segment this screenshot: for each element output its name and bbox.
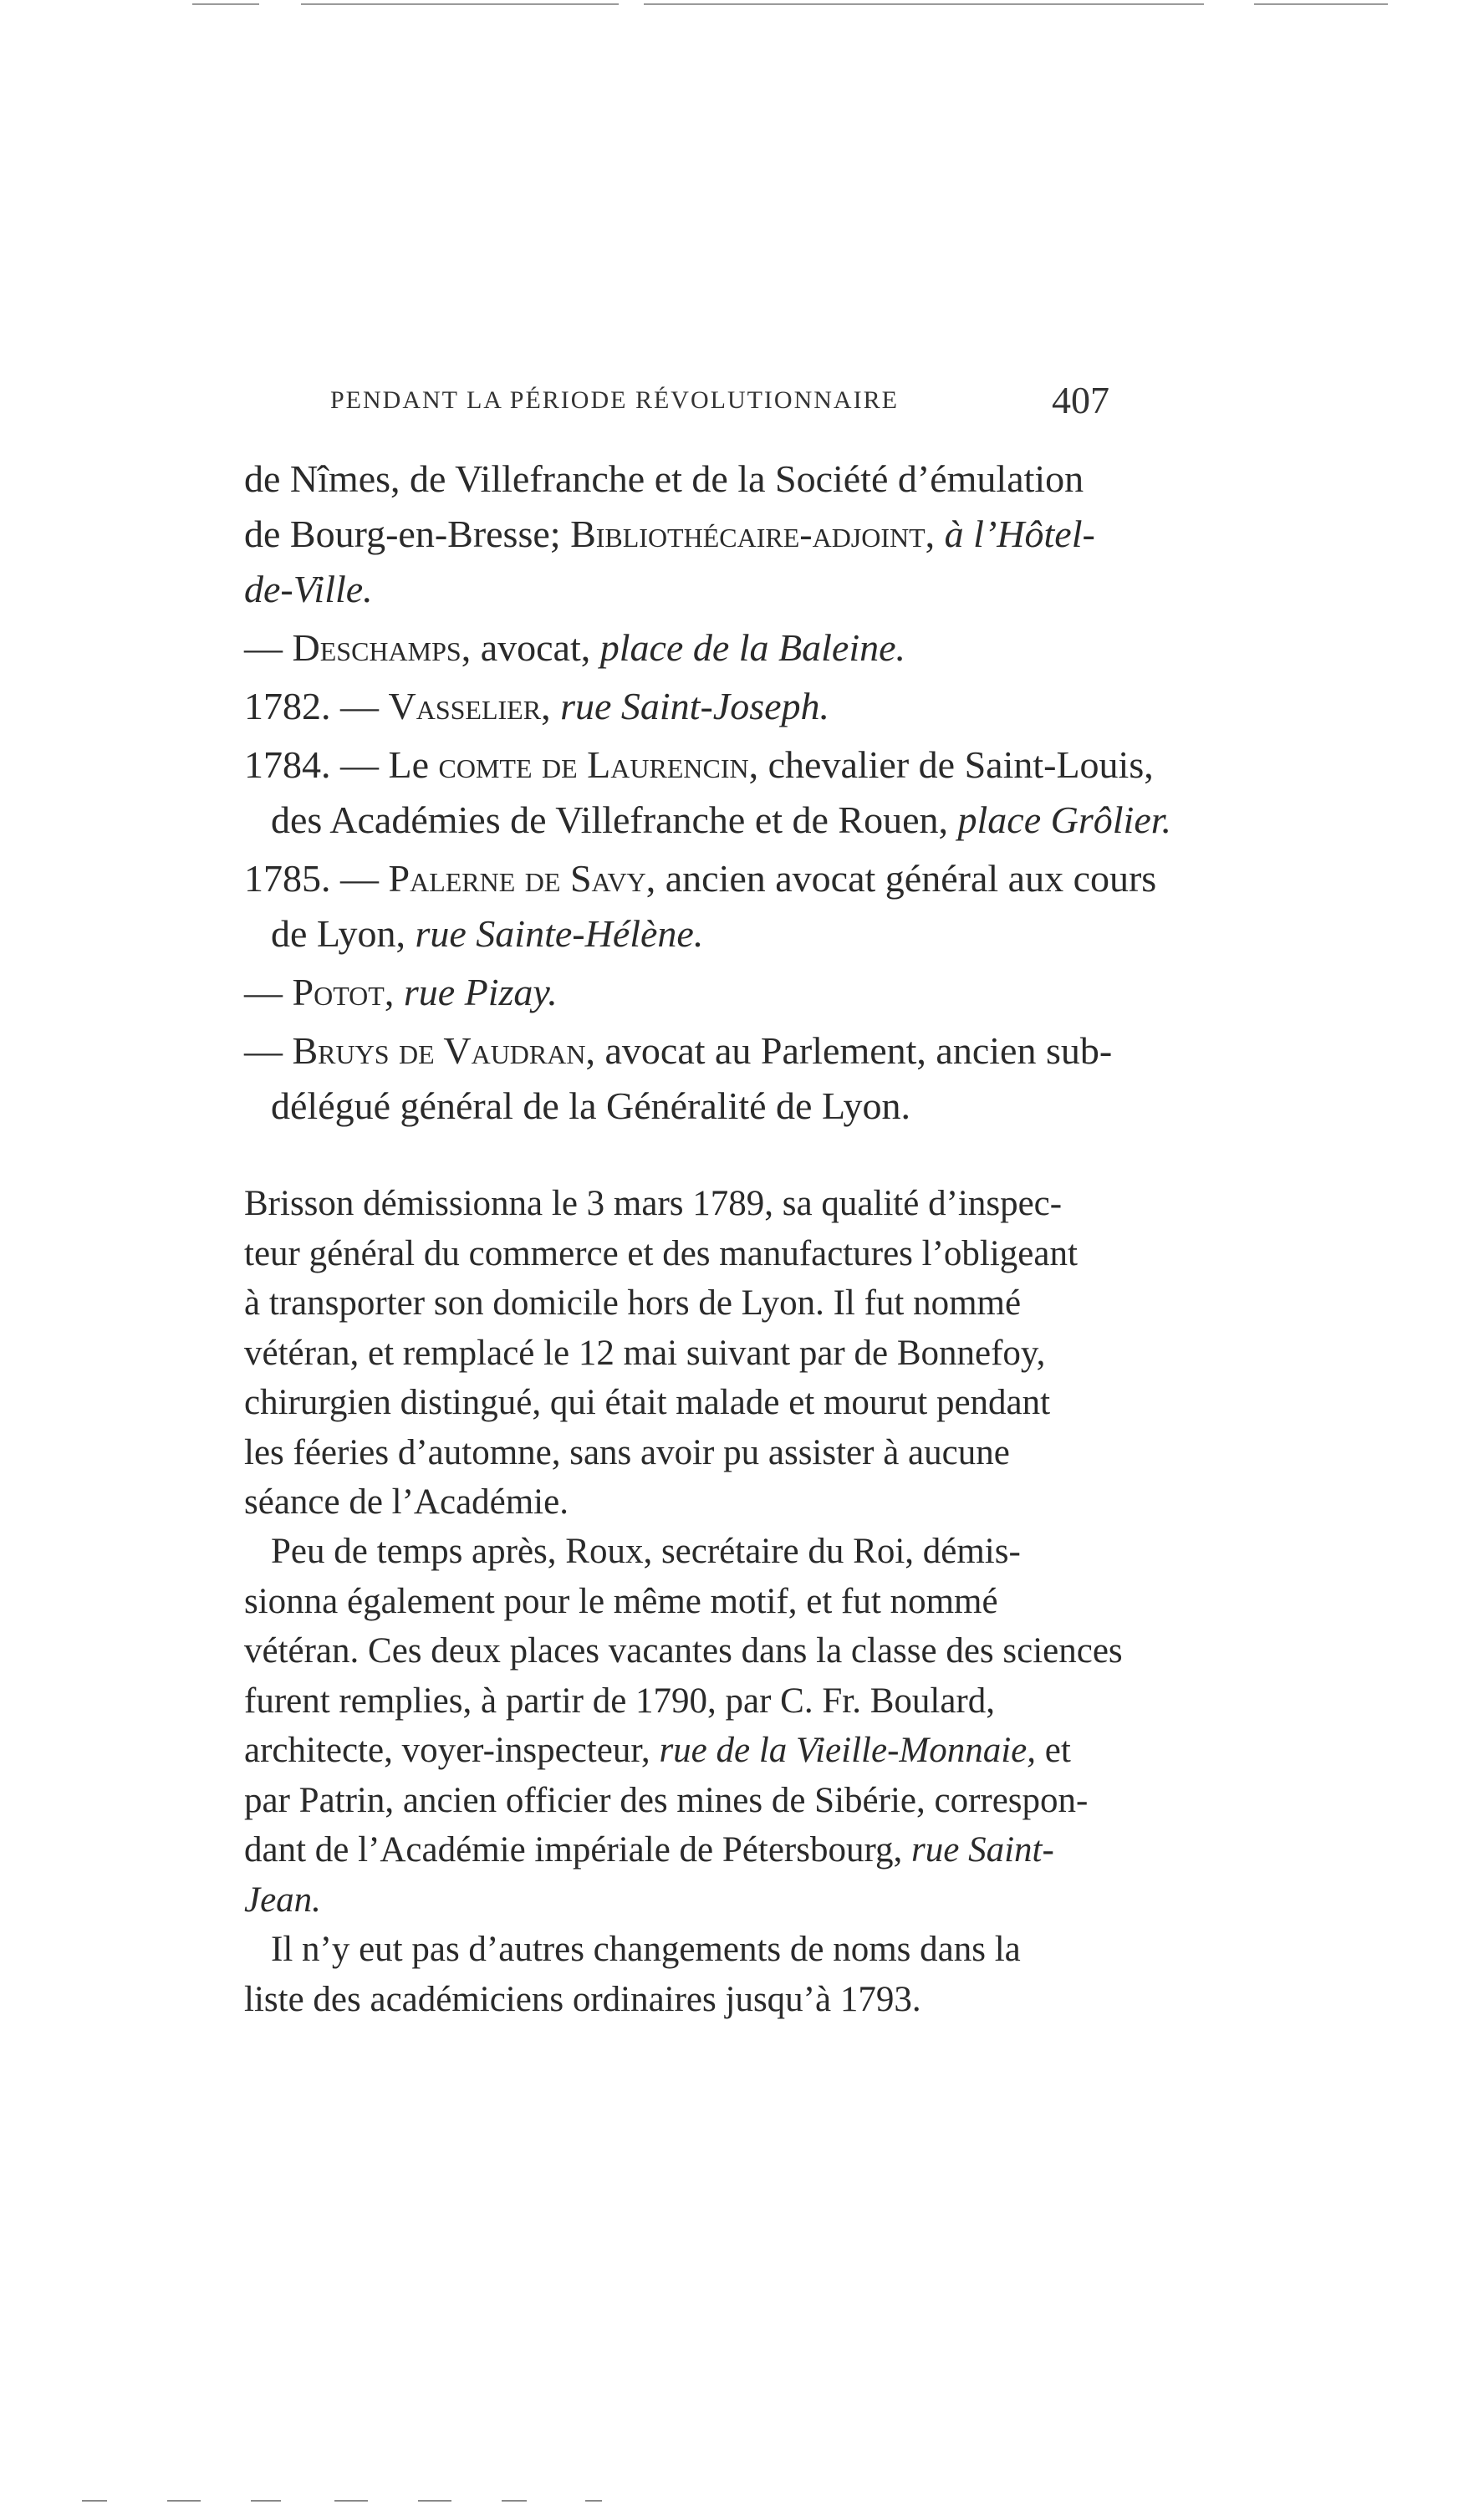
- running-head: PENDANT LA PÉRIODE RÉVOLUTIONNAIRE: [330, 386, 899, 414]
- entry-text: , avocat au Parlement, ancien sub-: [585, 1029, 1113, 1072]
- entry-text: de Lyon,: [271, 912, 416, 955]
- entry-line: [244, 562, 373, 617]
- para-line: teur général du commerce et des manufactures l’obligeant: [244, 1233, 1078, 1273]
- body-paragraph: [244, 1925, 1120, 2024]
- page-number: 407: [1052, 379, 1109, 421]
- entry-address: à l’Hôtel-: [944, 513, 1095, 555]
- para-line: vétéran. Ces deux places vacantes dans la classe des sciences: [244, 1631, 1123, 1671]
- scan-rule: [1254, 3, 1388, 5]
- entry-line: [244, 1023, 1112, 1079]
- entry-address: de-Ville.: [244, 568, 373, 610]
- scan-rule: [644, 3, 1204, 5]
- body-paragraph: [244, 1527, 1123, 1925]
- entry-text: ,: [925, 513, 945, 555]
- entry-text: ,: [541, 685, 561, 727]
- para-text: et: [1036, 1731, 1071, 1770]
- scan-rule: [192, 3, 259, 5]
- para-address: rue de la Vieille-Monnaie,: [659, 1731, 1036, 1770]
- para-line: vétéran, et remplacé le 12 mai suivant par de Bonnefoy,: [244, 1333, 1046, 1373]
- entry-year: 1782. —: [244, 685, 389, 727]
- entry-text: de Bourg-en-Bresse;: [244, 513, 571, 555]
- entry-line: [244, 679, 829, 734]
- entry-text: des Académies de Villefranche et de Rouen,: [271, 798, 958, 841]
- entry-dash: —: [244, 971, 293, 1013]
- entry-dash: —: [244, 626, 293, 669]
- para-line: Brisson démissionna le 3 mars 1789, sa qualité d’inspec-: [244, 1184, 1063, 1223]
- entry-year: 1785. —: [244, 857, 389, 900]
- entry-address: rue Sainte-Hélène.: [415, 912, 704, 955]
- para-line: liste des académiciens ordinaires jusqu’à 1793.: [244, 1979, 921, 2019]
- entry-address: rue Saint-Joseph.: [560, 685, 830, 727]
- entry-line: [271, 793, 1171, 848]
- para-line: Peu de temps après, Roux, secrétaire du Roi, démis-: [271, 1532, 1021, 1571]
- para-line: les féeries d’automne, sans avoir pu assister à aucune: [244, 1432, 1010, 1472]
- entry-dash: —: [244, 1029, 293, 1072]
- entry-text: délégué général de la Généralité de Lyon.: [271, 1084, 911, 1127]
- scan-rule: [167, 2500, 201, 2502]
- para-text: architecte, voyer-inspecteur,: [244, 1731, 660, 1770]
- entry-text: , chevalier de Saint-Louis,: [748, 743, 1154, 786]
- entry-line: [244, 737, 1154, 793]
- entry-text: , avocat,: [461, 626, 600, 669]
- entry-line: [244, 965, 558, 1020]
- para-line: à transporter son domicile hors de Lyon. Il fut nommé: [244, 1283, 1022, 1323]
- scan-rule: [334, 2500, 368, 2502]
- scan-rule: [418, 2500, 451, 2502]
- entry-address: place Grôlier.: [957, 798, 1172, 841]
- entry-year: 1784. — Le: [244, 743, 439, 786]
- entry-title: Bibliothécaire-adjoint: [570, 513, 926, 555]
- entry-name: Vasselier: [388, 685, 542, 727]
- para-line: par Patrin, ancien officier des mines de Sibérie, correspon-: [244, 1780, 1089, 1820]
- para-line: chirurgien distingué, qui était malade et mourut pendant: [244, 1383, 1051, 1422]
- para-line: Il n’y eut pas d’autres changements de noms dans la: [271, 1930, 1021, 1969]
- scan-rule: [585, 2500, 602, 2502]
- entry-text: ,: [384, 971, 404, 1013]
- entry-line: [244, 507, 1095, 562]
- entry-name: comte de Laurencin: [438, 743, 749, 786]
- entry-line: [271, 1079, 910, 1134]
- para-text: dant de l’Académie impériale de Pétersbourg,: [244, 1830, 911, 1870]
- body-paragraph: [244, 1179, 1120, 1528]
- scan-rule: [82, 2500, 107, 2502]
- entry-line: [244, 851, 1156, 906]
- entry-line: [244, 451, 1084, 507]
- entry-name: Deschamps: [292, 626, 462, 669]
- para-line: furent remplies, à partir de 1790, par C. Fr. Boulard,: [244, 1681, 996, 1721]
- para-line: Jean.: [244, 1880, 321, 1920]
- entry-name: Bruys de Vaudran: [292, 1029, 586, 1072]
- para-line: séance de l’Académie.: [244, 1482, 569, 1522]
- scan-rule: [301, 3, 619, 5]
- entry-name: Potot: [292, 971, 385, 1013]
- entry-name: Palerne de Savy: [388, 857, 646, 900]
- para-line: [244, 1825, 1120, 1875]
- scan-rule: [502, 2500, 527, 2502]
- entry-text: , ancien avocat général aux cours: [645, 857, 1157, 900]
- para-line: [244, 1726, 1120, 1776]
- para-address: rue Saint-: [911, 1830, 1054, 1870]
- para-line: sionna également pour le même motif, et fut nommé: [244, 1581, 998, 1621]
- scan-rule: [251, 2500, 281, 2502]
- entry-address: place de la Baleine.: [599, 626, 906, 669]
- entry-address: rue Pizay.: [403, 971, 558, 1013]
- entry-line: [244, 620, 905, 676]
- entry-line: [271, 906, 703, 962]
- entry-text: de Nîmes, de Villefranche et de la Société d’émulation: [244, 457, 1084, 500]
